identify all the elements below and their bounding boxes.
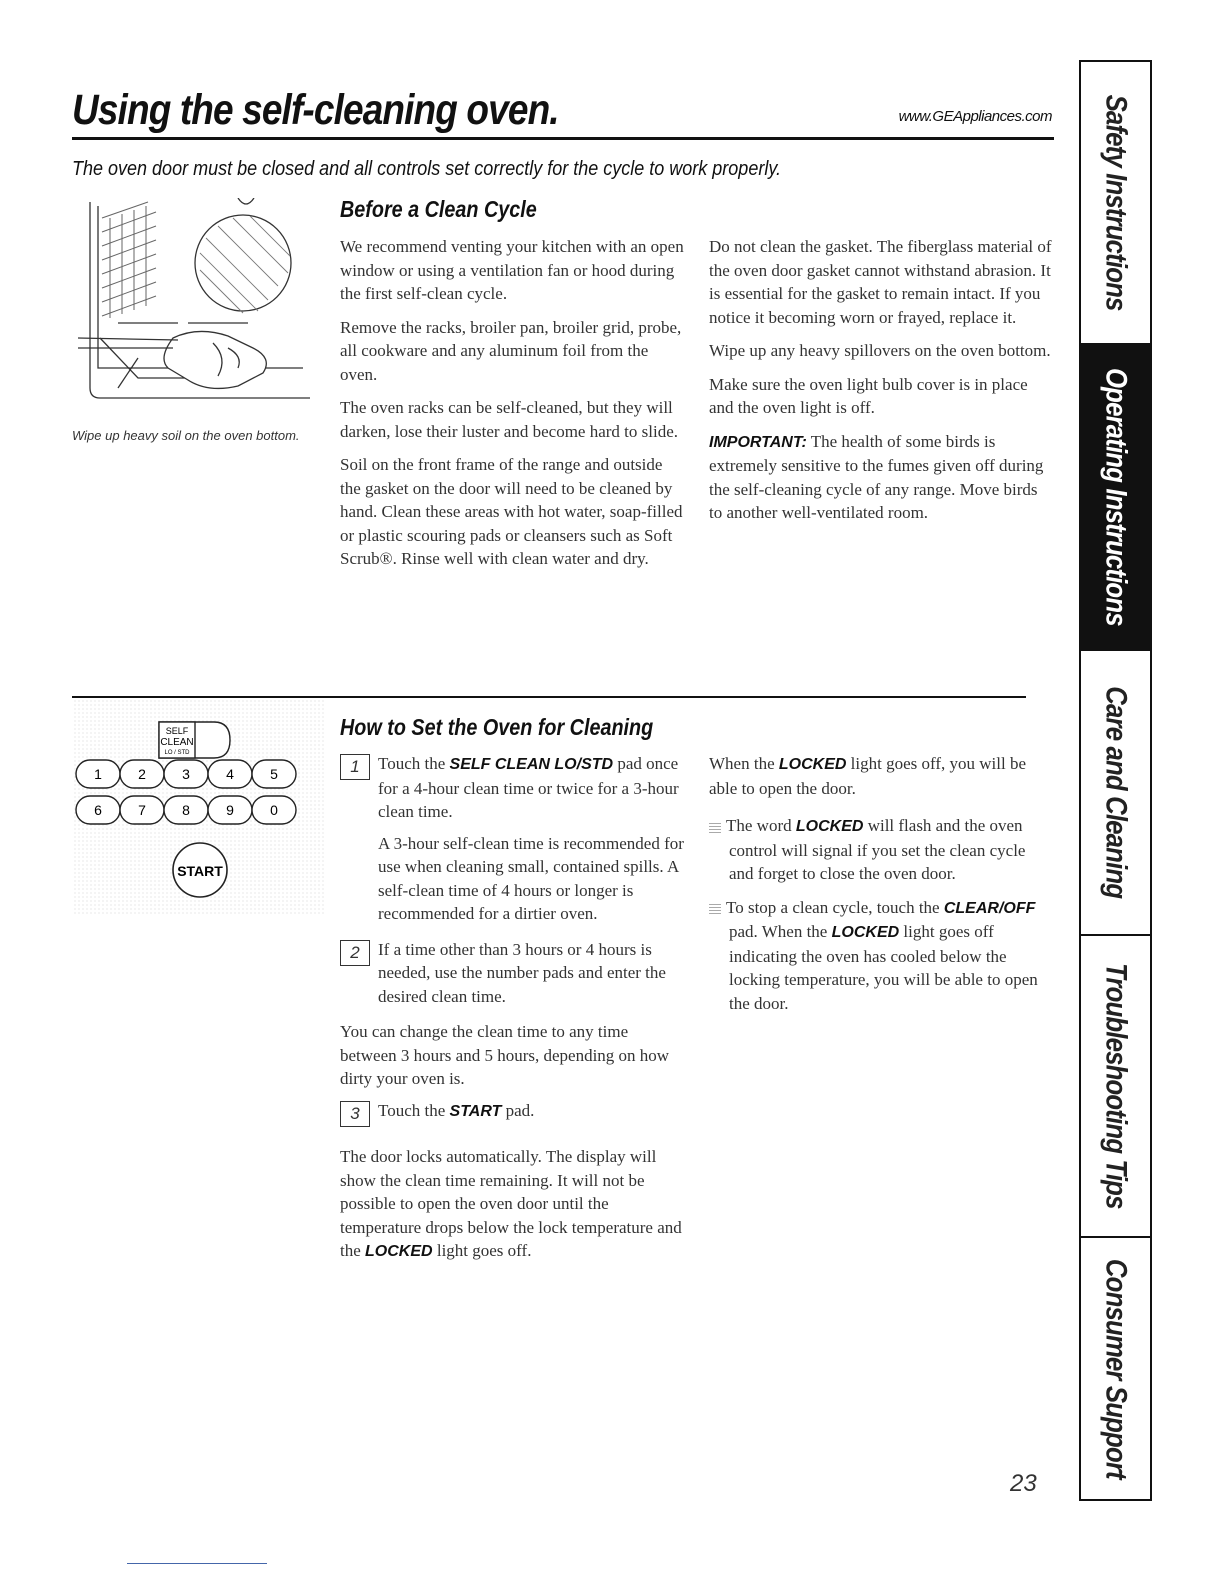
title-divider [72, 137, 1054, 140]
how-to-set-heading: How to Set the Oven for Cleaning [340, 714, 654, 740]
svg-text:1: 1 [94, 766, 102, 782]
keypad-button-7[interactable] [120, 796, 164, 824]
racks-self-cleaned-paragraph: The oven racks can be self-cleaned, but they will darken, lose their luster and become hard to slide. [340, 398, 678, 441]
svg-text:7: 7 [138, 802, 146, 818]
stop-cycle-bullet: To stop a clean cycle, touch the CLEAR/OFF pad. When the LOCKED light goes off indicating the oven has cooled below the locking temperature, you will be able to open the door. [709, 896, 1054, 1016]
before-clean-column-2 [709, 235, 1054, 535]
important-text: The health of some birds is extremely sensitive to the fumes given off during the self-cleaning cycle of any range. Move birds to another well-ventilated room. [709, 431, 1044, 522]
locked-flash-bullet: The word LOCKED will flash and the oven control will signal if you set the clean cycle and forget to close the oven door. [709, 814, 1054, 886]
step-1-text: Touch the SELF CLEAN LO/STD pad once for a 4-hour clean time or twice for a 3-hour clean time. [378, 754, 679, 821]
step-3 [340, 1099, 685, 1132]
page-number: 23 [1010, 1470, 1037, 1497]
how-to-set-column-2 [709, 752, 1054, 1025]
step-3-number: 3 [340, 1101, 370, 1127]
venting-paragraph: We recommend venting your kitchen with an open window or using a ventilation fan or hood during the first self-clean cycle. [340, 237, 684, 303]
section-divider [72, 696, 1026, 698]
how-to-set-column-1 [340, 752, 685, 1264]
spillovers-paragraph: Wipe up any heavy spillovers on the oven bottom. [709, 341, 1051, 360]
keypad-button-9[interactable] [208, 796, 252, 824]
step-1-number: 1 [340, 754, 370, 780]
oven-wipe-illustration [78, 198, 318, 418]
step-3-text: Touch the START pad. [378, 1100, 535, 1120]
gasket-paragraph: Do not clean the gasket. The fiberglass material of the oven door gasket cannot withstand abrasion. It is essential for the gasket to remain intact. If you notice it becoming worn or frayed, replace it. [709, 237, 1052, 327]
page-subtitle: The oven door must be closed and all controls set correctly for the cycle to work properly. [72, 158, 781, 180]
tab-care-and-cleaning[interactable]: Care and Cleaning [1081, 651, 1150, 936]
step-2 [340, 938, 685, 1017]
step-2-text: If a time other than 3 hours or 4 hours is needed, use the number pads and enter the desired clean time. [378, 939, 666, 1006]
bullet-icon [709, 822, 721, 833]
svg-text:8: 8 [182, 802, 190, 818]
keypad-button-5[interactable] [252, 760, 296, 788]
locked-light-paragraph: When the LOCKED light goes off, you will be able to open the door. [709, 754, 1027, 798]
tab-safety-instructions[interactable]: Safety Instructions [1081, 62, 1150, 345]
tab-consumer-support[interactable]: Consumer Support [1099, 1258, 1133, 1479]
step-1-note: A 3-hour self-clean time is recommended for use when cleaning small, contained spills. A self-clean time of 4 hours or longer is recommended for a dirtier oven. [378, 833, 684, 923]
important-label: IMPORTANT: [709, 433, 807, 451]
start-label: START [177, 863, 223, 879]
start-pad-label: START [449, 1102, 502, 1120]
self-clean-line-1: SELF [165, 726, 189, 736]
keypad-button-8[interactable] [164, 796, 208, 824]
self-clean-pad-label: SELF CLEAN LO/STD [449, 756, 614, 773]
section-tabs [1079, 60, 1152, 1501]
change-time-paragraph: You can change the clean time to any time between 3 hours and 5 hours, depending on how dirty your oven is. [340, 1022, 670, 1088]
illustration-caption: Wipe up heavy soil on the oven bottom. [72, 428, 300, 443]
step-2-number: 2 [340, 940, 370, 966]
step-1 [340, 752, 685, 934]
svg-text:4: 4 [226, 766, 234, 782]
page-title: Using the self-cleaning oven. [72, 86, 559, 134]
svg-text:5: 5 [270, 766, 278, 782]
remove-racks-paragraph: Remove the racks, broiler pan, broiler grid, probe, all cookware and any aluminum foil from the oven. [340, 317, 682, 384]
keypad-button-4[interactable] [208, 760, 252, 788]
svg-text:6: 6 [94, 802, 102, 818]
self-clean-line-3: LO / STD [164, 750, 190, 756]
start-button[interactable] [173, 843, 227, 897]
light-cover-paragraph: Make sure the oven light bulb cover is in place and the oven light is off. [709, 374, 1028, 417]
svg-text:9: 9 [226, 802, 234, 818]
keypad-button-1[interactable] [76, 760, 120, 788]
front-frame-paragraph: Soil on the front frame of the range and outside the gasket on the door will need to be cleaned by hand. Clean these areas with hot water, soap-filled or plastic scouring pads or cleansers such as Soft Scrub®. Rinse well with clean water and dry. [340, 455, 683, 568]
svg-text:3: 3 [182, 766, 190, 782]
tab-troubleshooting-tips[interactable]: Troubleshooting Tips [1081, 936, 1150, 1238]
svg-text:2: 2 [138, 766, 146, 782]
website-url[interactable]: www.GEAppliances.com [898, 108, 1052, 125]
keypad-button-3[interactable] [164, 760, 208, 788]
keypad-illustration [74, 700, 324, 920]
before-clean-column-1 [340, 235, 685, 581]
important-paragraph [709, 430, 1054, 525]
svg-text:0: 0 [270, 802, 278, 818]
self-clean-button[interactable] [159, 722, 230, 758]
tab-operating-instructions[interactable]: Operating Instructions [1081, 345, 1150, 651]
self-clean-line-2: CLEAN [160, 737, 194, 748]
keypad-button-0[interactable] [252, 796, 296, 824]
footer-line [127, 1563, 267, 1564]
keypad-button-2[interactable] [120, 760, 164, 788]
before-clean-heading: Before a Clean Cycle [340, 196, 537, 222]
bullet-icon [709, 903, 721, 914]
door-locks-paragraph: The door locks automatically. The display will show the clean time remaining. It will not be possible to open the oven door until the temperature drops below the lock temperature and the LOCKED light goes off. [340, 1147, 682, 1260]
keypad-button-6[interactable] [76, 796, 120, 824]
